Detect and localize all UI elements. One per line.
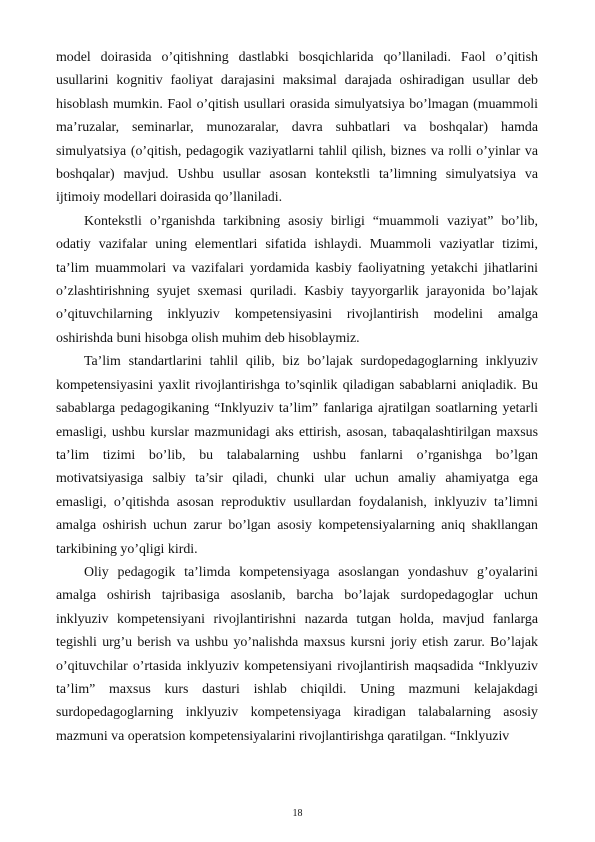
paragraph-4: Oliy pedagogik ta’limda kompetensiyaga asoslangan yondashuv g’oyalarini amalga oshirish tajribasiga asoslanib, barcha bo’lajak surdopedagoglar uchun inklyuziv kompetensiyani rivojlantirishni nazarda tutgan holda, mavjud fanlarga tegishli urg’u berish va ushbu yo’nalishda maxsus kursni joriy etish zarur. Bo’lajak o’qituvchilar o’rtasida inklyuziv kompetensiyani rivojlantirish maqsadida “Inklyuziv ta’lim” maxsus kurs dasturi ishlab chiqildi. Uning mazmuni kelajakdagi surdopedagoglarning inklyuziv kompetensiyaga kiradigan talabalarning asosiy mazmuni va operatsion kompetensiyalarini rivojlantirishga qaratilgan. “Inklyuziv <box>56 564 538 744</box>
document-page <box>56 46 538 748</box>
page-number: 18 <box>292 808 303 819</box>
paragraph-2: Kontekstli o’rganishda tarkibning asosiy birligi “muammoli vaziyat” bo’lib, odatiy vazifalar uning elementlari sifatida ishlaydi. Muammoli vaziyatlar tizimi, ta’lim muammolari va vazifalari yordamida kasbiy faoliyatning yetakchi jihatlarini o’zlashtirishning syujet sxemasi quriladi. Kasbiy tayyorgarlik jarayonida bo’lajak o’qituvchilarning inklyuziv kompetensiyasini rivojlantirish modelini amalga oshirishda buni hisobga olish muhim deb hisoblaymiz. <box>56 213 538 346</box>
paragraph-3: Ta’lim standartlarini tahlil qilib, biz bo’lajak surdopedagoglarning inklyuziv kompetensiyasini yaxlit rivojlantirishga to’sqinlik qiladigan sabablarni aniqladik. Bu sabablarga pedagogikaning “Inklyuziv ta’lim” fanlariga ajratilgan soatlarning yetarli emasligi, ushbu kurslar mazmunidagi aks ettirish, asosan, tabaqalashtirilgan maxsus ta’lim tizimi bo’lib, bu talabalarning ushbu fanlarni o’rganishga bo’lgan motivatsiyasiga salbiy ta’sir qiladi, chunki ular uchun amaliy ahamiyatga ega emasligi, o’qitishda asosan reproduktiv usullardan foydalanish, inklyuziv ta’limni amalga oshirish uchun zarur bo’lgan asosiy kompetensiyalarning aniq shakllangan tarkibining yo’qligi kirdi. <box>56 354 538 557</box>
paragraph-1: model doirasida o’qitishning dastlabki bosqichlarida qo’llaniladi. Faol o’qitish usullarini kognitiv faoliyat darajasini maksimal darajada oshiradigan usullar deb hisoblash mumkin. Faol o’qitish usullari orasida simulyatsiya bo’lmagan (muammoli ma’ruzalar, seminarlar, munozaralar, davra suhbatlari va boshqalar) hamda simulyatsiya (o’qitish, pedagogik vaziyatlarni tahlil qilish, biznes va rolli o’yinlar va boshqalar) mavjud. Ushbu usullar asosan kontekstli ta’limning simulyatsiya va ijtimoiy modellari doirasida qo’llaniladi. <box>56 50 538 206</box>
